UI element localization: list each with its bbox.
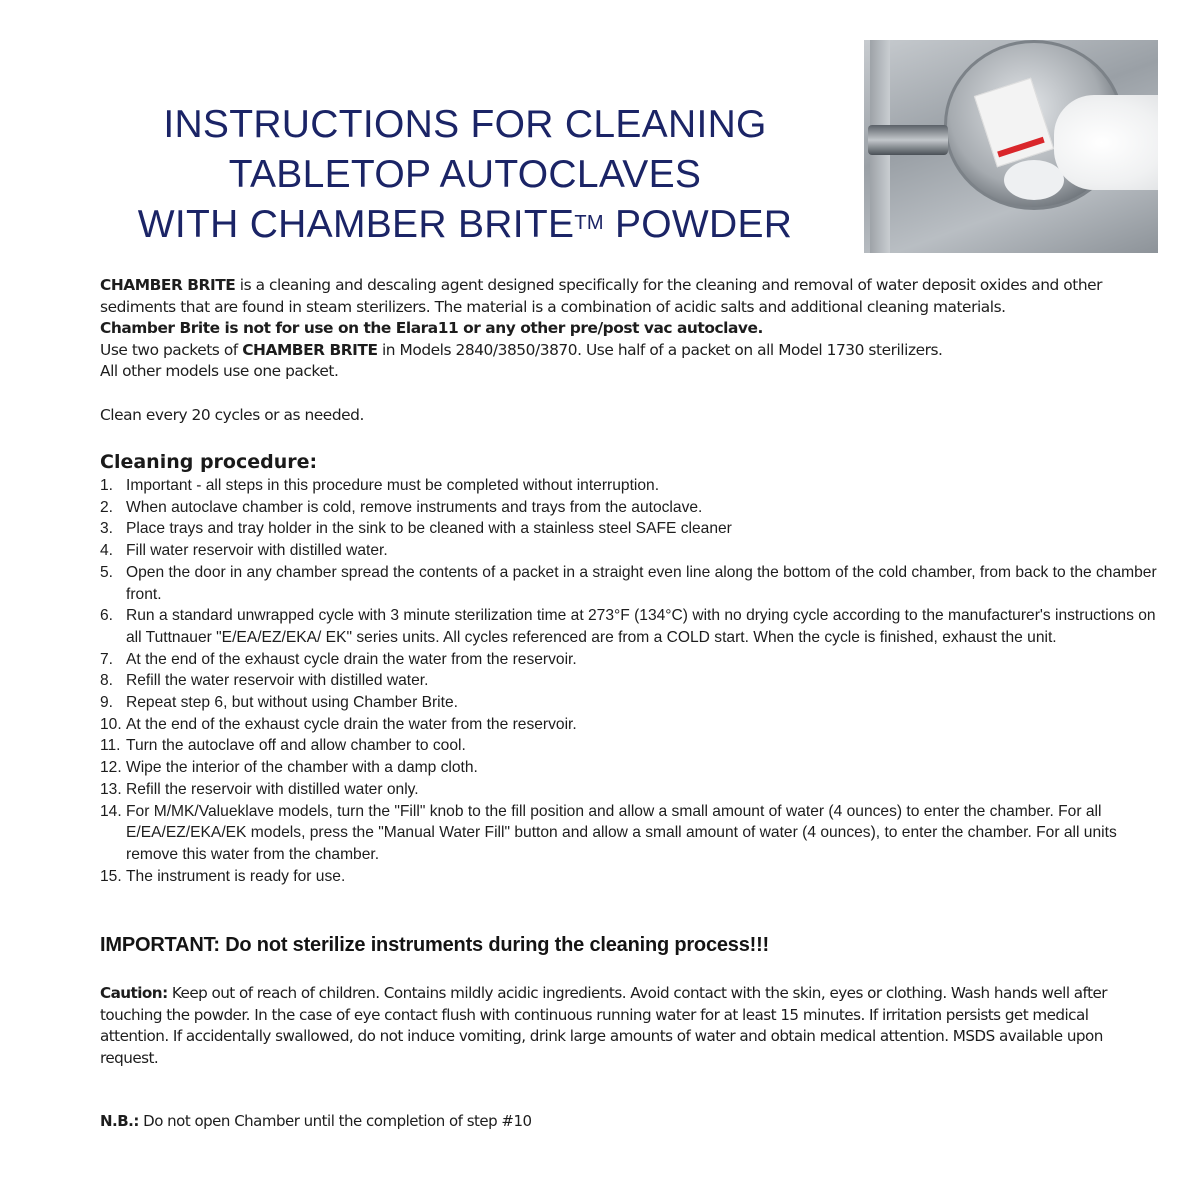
step-number: 15. [100, 867, 122, 885]
step-item [100, 714, 1160, 736]
usage-suffix: in Models 2840/3850/3870. Use half of a packet on all Model 1730 sterilizers. [377, 340, 943, 359]
step-text: For M/MK/Valueklave models, turn the "Fill" knob to the fill position and allow a small amount of water (4 ounces) to enter the chamber. For all E/EA/EZ/EKA/EK models, press the "Manual Water Fill" button and allow a small amount of water (4 ounces), to enter the chamber. For all units remove this water from the chamber. [126, 802, 1117, 863]
step-number: 2. [100, 498, 114, 516]
usage-prefix: Use two packets of [100, 340, 243, 359]
step-number: 5. [100, 563, 114, 581]
page-title [100, 100, 830, 250]
step-number: 9. [100, 694, 114, 712]
step-item [100, 518, 1160, 540]
step-item [100, 605, 1160, 648]
trademark-mark: TM [574, 212, 604, 234]
step-text: Run a standard unwrapped cycle with 3 minute sterilization time at 273°F (134°C) with no drying cycle according to the manufacturer's instructions on all Tuttnauer "E/EA/EZ/EKA/ EK" series units. All cycles referenced are from a COLD start. When the cycle is finished, exhaust the unit. [126, 607, 1156, 646]
intro-section [100, 275, 1160, 426]
intro-usage [100, 340, 1160, 362]
important-warning: IMPORTANT: Do not sterilize instruments during the cleaning process!!! [100, 934, 770, 956]
usage-product: CHAMBER BRITE [242, 340, 378, 359]
step-text: The instrument is ready for use. [126, 867, 346, 885]
step-number: 8. [100, 672, 114, 690]
step-item [100, 779, 1160, 801]
autoclave-photo [864, 40, 1158, 253]
caution-text: Keep out of reach of children. Contains mildly acidic ingredients. Avoid contact with the skin, eyes or clothing. Wash hands well after touching the powder. In the case of eye contact flush with continuous running water for at least 15 minutes. If irritation persists get medical attention. If accidentally swallowed, do not induce vomiting, drink large amounts of water and obtain medical attention. MSDS available upon request. [100, 984, 1107, 1067]
title-line-3-text: WITH CHAMBER BRITE [137, 203, 575, 246]
step-item [100, 757, 1160, 779]
step-number: 11. [100, 737, 121, 755]
step-number: 3. [100, 520, 114, 538]
step-item [100, 475, 1160, 497]
step-item [100, 649, 1160, 671]
step-text: Wipe the interior of the chamber with a damp cloth. [126, 759, 478, 777]
step-text: When autoclave chamber is cold, remove instruments and trays from the autoclave. [126, 498, 703, 516]
step-item [100, 801, 1160, 866]
step-item [100, 692, 1160, 714]
product-name: CHAMBER BRITE [100, 276, 236, 294]
intro-paragraph-1 [100, 275, 1160, 318]
procedure-heading: Cleaning procedure: [100, 451, 318, 473]
step-number: 7. [100, 650, 114, 668]
gloved-hand [1054, 95, 1158, 190]
step-text: At the end of the exhaust cycle drain the water from the reservoir. [126, 715, 577, 733]
step-number: 13. [100, 780, 122, 798]
title-line-1: INSTRUCTIONS FOR CLEANING [163, 103, 767, 146]
step-number: 4. [100, 542, 114, 560]
title-line-2: TABLETOP AUTOCLAVES [228, 153, 702, 196]
procedure-steps [100, 475, 1160, 887]
step-text: Refill the water reservoir with distilled water. [126, 672, 429, 690]
title-line-3-suffix: POWDER [603, 203, 793, 246]
nb-label: N.B.: [100, 1112, 139, 1130]
intro-other-models: All other models use one packet. [100, 362, 339, 381]
step-text: Place trays and tray holder in the sink to be cleaned with a stainless steel SAFE cleaner [126, 520, 732, 538]
nb-note [100, 1112, 532, 1130]
step-item [100, 497, 1160, 519]
step-text: Important - all steps in this procedure must be completed without interruption. [126, 477, 660, 494]
intro-warning [100, 318, 1160, 340]
step-text: Open the door in any chamber spread the contents of a packet in a straight even line along the bottom of the cold chamber, from back to the chamber front. [126, 563, 1157, 603]
step-text: At the end of the exhaust cycle drain the water from the reservoir. [126, 650, 577, 668]
step-item [100, 562, 1160, 605]
intro-description: is a cleaning and descaling agent designed specifically for the cleaning and removal of water deposit oxides and other sediments that are found in steam sterilizers. The material is a combination of acidic salts and additional cleaning materials. [100, 276, 1103, 316]
step-text: Fill water reservoir with distilled water. [126, 542, 388, 560]
step-number: 6. [100, 607, 114, 625]
cleaning-frequency: Clean every 20 cycles or as needed. [100, 405, 364, 424]
powder-pile [1004, 160, 1064, 200]
step-item [100, 735, 1160, 757]
caution-label: Caution: [100, 984, 168, 1002]
step-item [100, 670, 1160, 692]
intro-warning-text: Chamber Brite is not for use on the Elara11 or any other pre/post vac autoclave. [100, 319, 763, 338]
caution-section [100, 983, 1160, 1069]
step-number: 10. [100, 715, 122, 733]
nb-text: Do not open Chamber until the completion of step #10 [138, 1112, 532, 1130]
step-number: 12. [100, 759, 122, 777]
step-number: 1. [100, 477, 114, 494]
step-item [100, 866, 1160, 888]
door-latch [868, 125, 948, 155]
step-text: Repeat step 6, but without using Chamber Brite. [126, 694, 458, 712]
step-number: 14. [100, 802, 122, 820]
title-line-3 [100, 200, 830, 250]
step-text: Refill the reservoir with distilled water only. [126, 780, 419, 798]
step-item [100, 540, 1160, 562]
step-text: Turn the autoclave off and allow chamber to cool. [126, 737, 466, 755]
